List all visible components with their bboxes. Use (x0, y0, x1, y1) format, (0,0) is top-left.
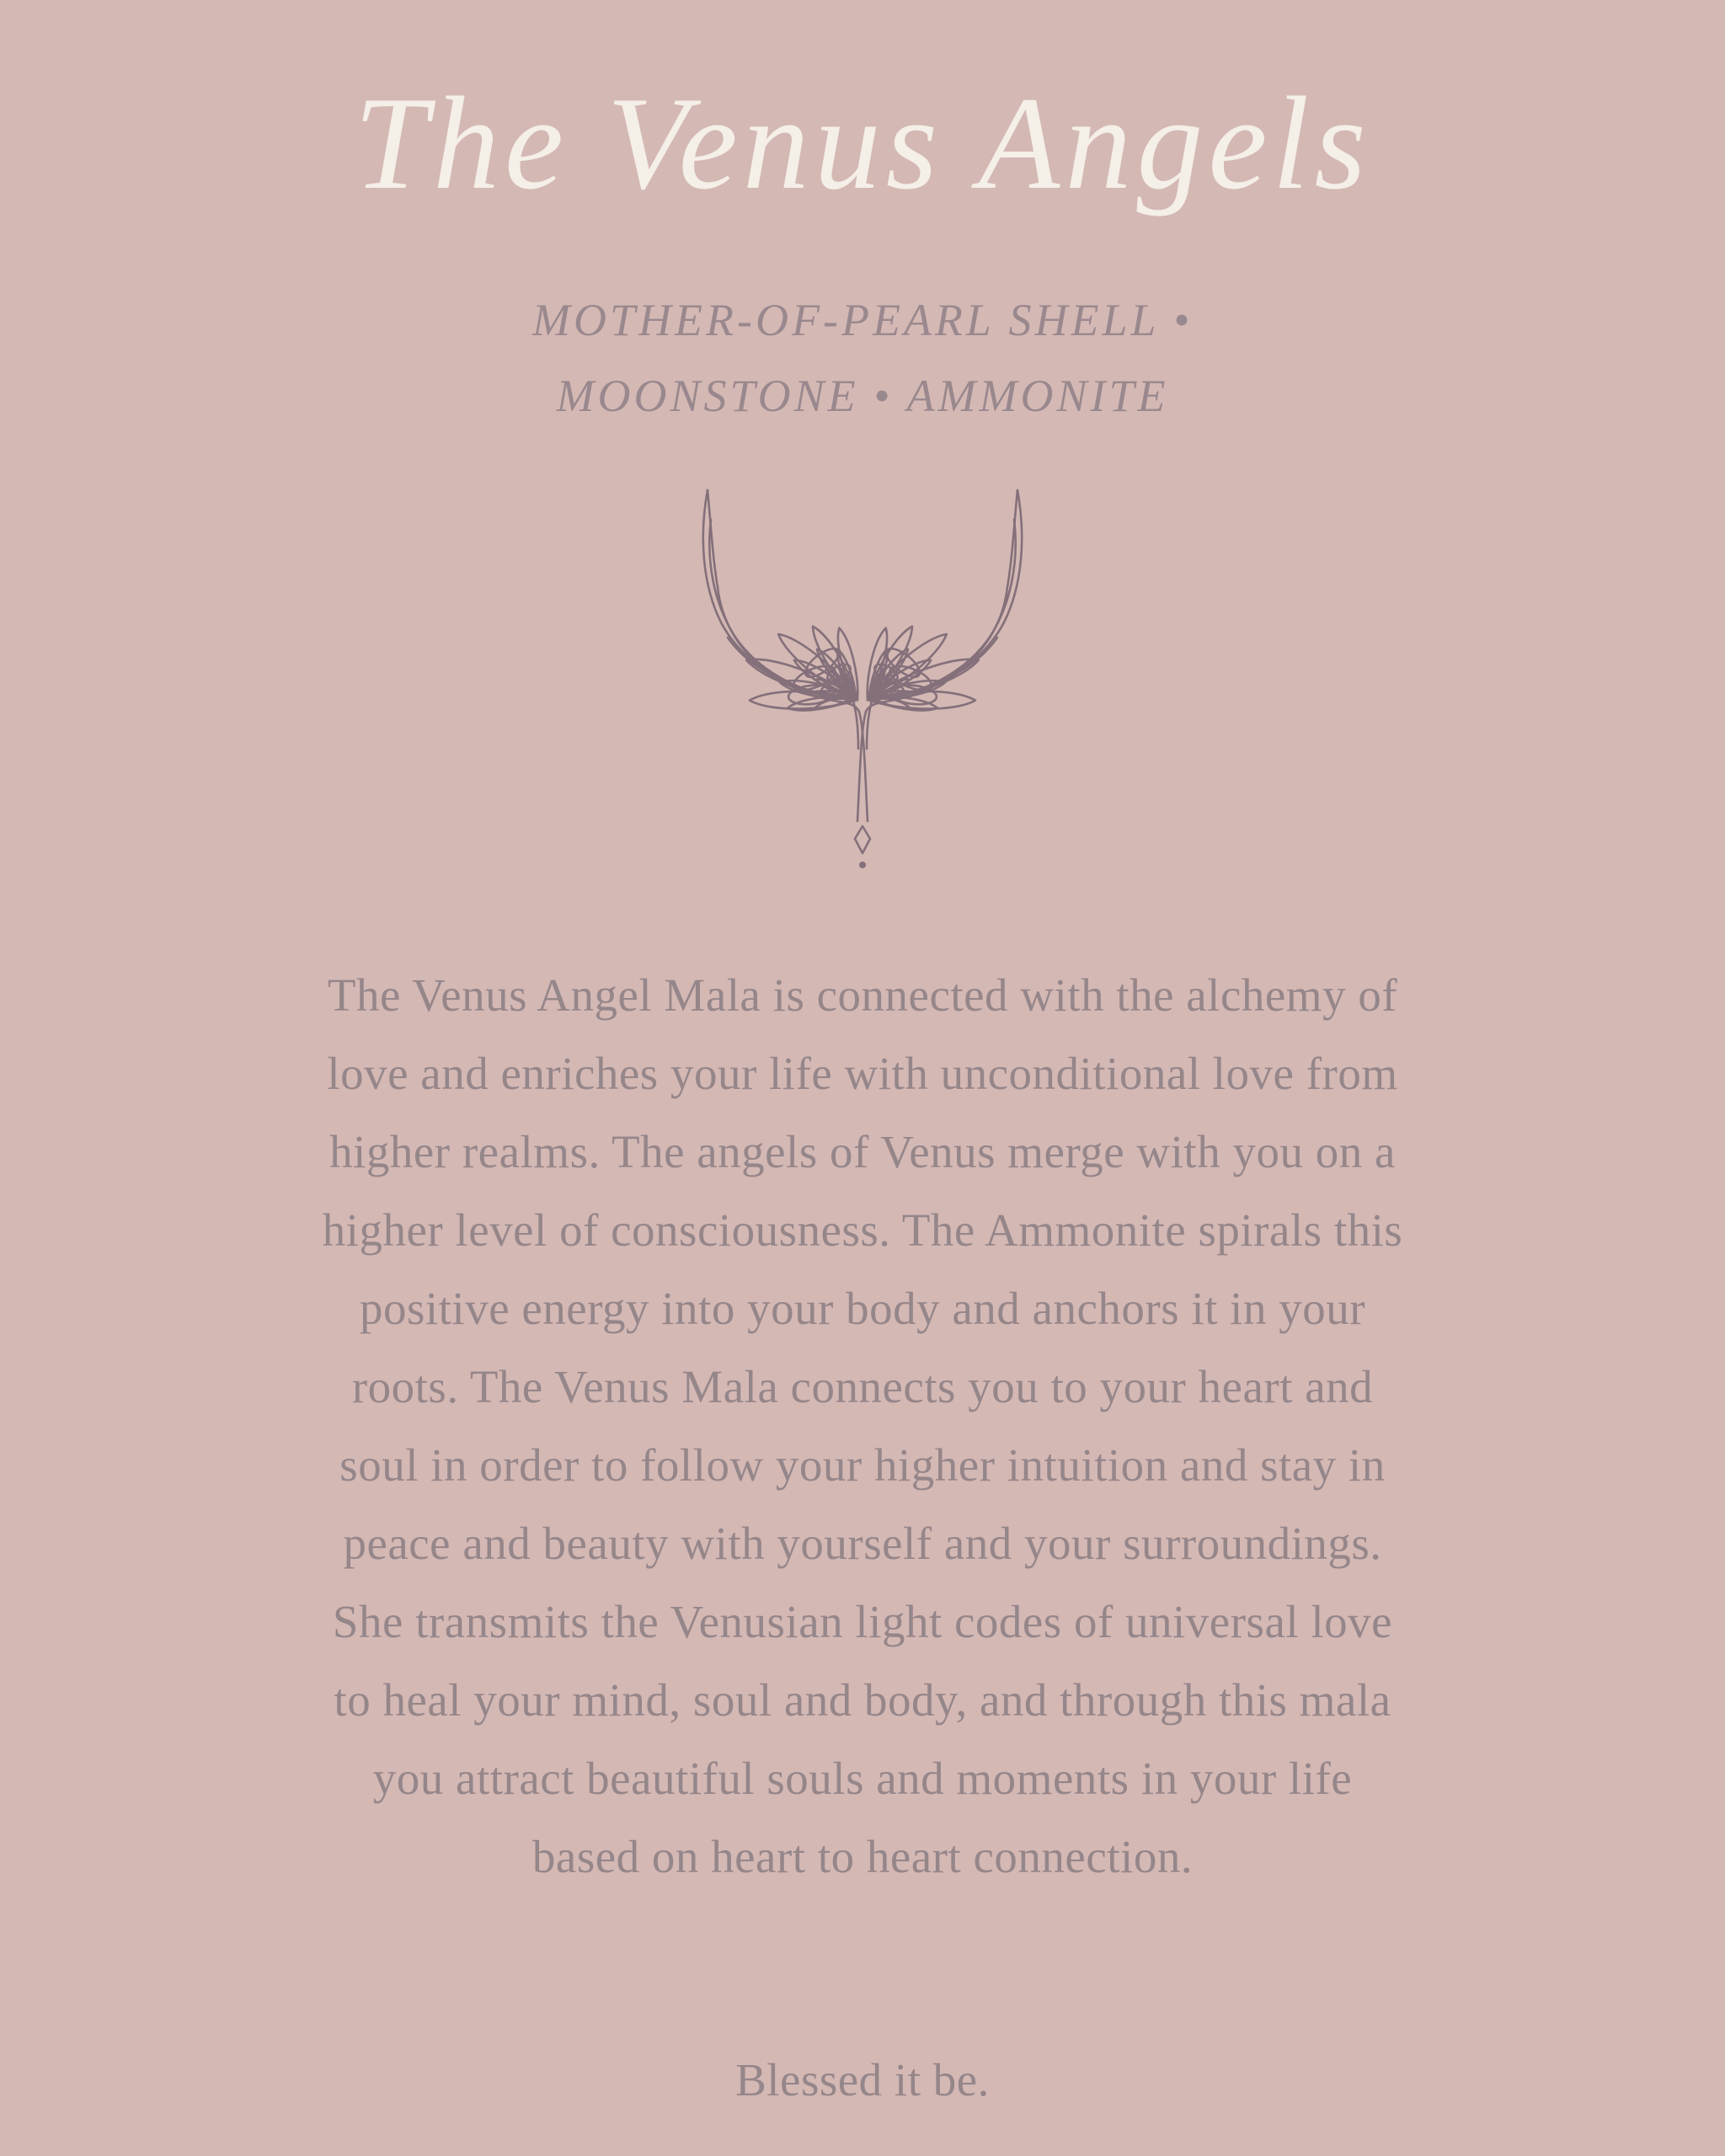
closing-blessing: Blessed it be. (735, 2054, 990, 2105)
description-line: The Venus Angel Mala is connected with the alchemy of (327, 969, 1398, 1021)
card-subtitle (0, 282, 1725, 434)
description-line: based on heart to heart connection. (531, 1831, 1194, 1882)
description-line: to heal your mind, soul and body, and through this mala (334, 1674, 1391, 1726)
description-line: soul in order to follow your higher intuition and stay in (339, 1439, 1386, 1491)
subtitle-line-2: MOONSTONE • AMMONITE (556, 371, 1169, 421)
description-line: higher level of consciousness. The Ammonite spirals this (322, 1204, 1403, 1256)
description-line: you attract beautiful souls and moments in your life (372, 1753, 1353, 1804)
subtitle-line-1: MOTHER-OF-PEARL SHELL • (532, 295, 1193, 345)
card-title: The Venus Angels (354, 70, 1371, 217)
description-line: She transmits the Venusian light codes of universal love (332, 1596, 1393, 1647)
description-line: higher realms. The angels of Venus merge with you on a (329, 1126, 1396, 1177)
description-line: peace and beauty with yourself and your surroundings. (343, 1518, 1382, 1569)
description-text (0, 956, 1725, 1896)
description-line: positive energy into your body and anchors it in your (359, 1283, 1366, 1334)
description-line: roots. The Venus Mala connects you to your heart and (351, 1361, 1374, 1412)
description-line: love and enriches your life with unconditional love from (327, 1048, 1398, 1099)
angel-wings-icon (0, 486, 1725, 873)
